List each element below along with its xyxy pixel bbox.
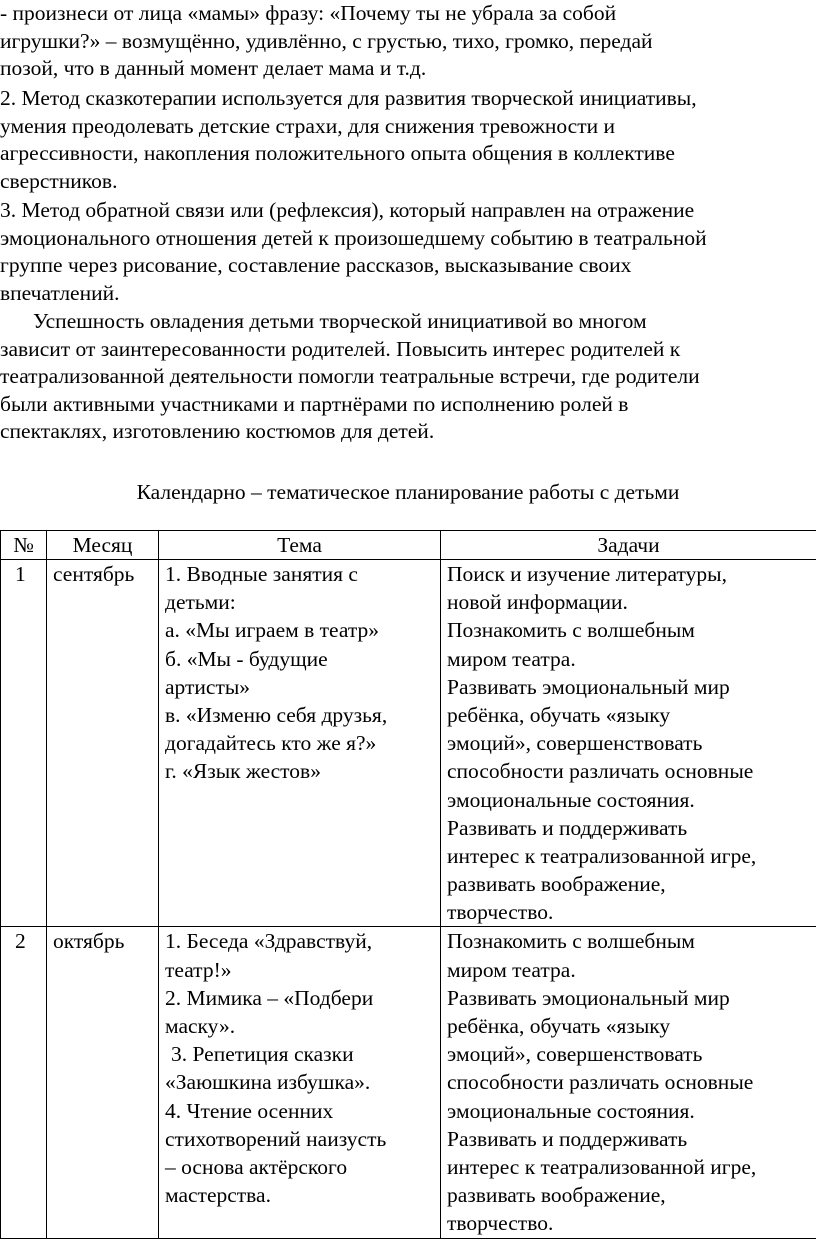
text-line: 3. Метод обратной связи или (рефлексия), который направлен на отражение <box>0 198 695 222</box>
theme-line: детьми: <box>165 590 236 615</box>
text-line: агрессивности, накопления положительного опыта общения в коллективе <box>0 141 675 166</box>
task-line: эмоций», совершенствовать <box>447 731 703 756</box>
theme-line: артисты» <box>165 674 251 699</box>
task-line: творчество. <box>447 1211 554 1236</box>
task-line: эмоций», совершенствовать <box>447 1042 703 1067</box>
row-month: сентябрь <box>47 560 159 927</box>
header-number: № <box>1 531 47 560</box>
row-theme <box>159 560 441 927</box>
text-line: впечатлений. <box>0 280 120 305</box>
task-line: развивать воображение, <box>447 872 666 897</box>
row-theme <box>159 927 441 1238</box>
text-line: театрализованной деятельности помогли театральные встречи, где родители <box>0 364 700 389</box>
theme-line: а. «Мы играем в театр» <box>165 618 379 643</box>
paragraph-feedback-method <box>0 197 812 307</box>
theme-line: театр!» <box>165 957 232 982</box>
task-line: интерес к театрализованной игре, <box>447 1154 757 1179</box>
theme-line: – основа актёрского <box>165 1154 348 1179</box>
task-line: Развивать эмоциональный мир <box>447 674 730 699</box>
task-line: ребёнка, обучать «языку <box>447 702 671 727</box>
text-line: сверстников. <box>0 168 118 193</box>
theme-line: 1. Беседа «Здравствуй, <box>165 929 373 954</box>
paragraph-fairytale-therapy <box>0 85 812 195</box>
task-line: миром театра. <box>447 646 576 671</box>
task-line: Познакомить с волшебным <box>447 618 695 643</box>
task-line: способности различать основные <box>447 1070 754 1095</box>
task-line: Развивать и поддерживать <box>447 1126 688 1151</box>
task-line: творчество. <box>447 900 554 925</box>
theme-line: 3. Репетиция сказки <box>171 1042 354 1067</box>
task-line: Познакомить с волшебным <box>447 929 695 954</box>
theme-line: маску». <box>165 1014 236 1038</box>
table-row <box>1 560 816 927</box>
theme-line: 4. Чтение осенних <box>165 1098 334 1123</box>
theme-line: «Заюшкина избушка». <box>165 1070 371 1095</box>
table-row <box>1 927 816 1238</box>
row-tasks <box>441 927 816 1238</box>
text-line: эмоционального отношения детей к произошедшему событию в театральной <box>0 225 707 250</box>
theme-line: в. «Изменю себя друзья, <box>165 702 388 727</box>
theme-line: г. «Язык жестов» <box>165 759 321 784</box>
row-number: 1 <box>1 560 47 927</box>
paragraph-exercise-example <box>0 0 812 83</box>
text-line: были активными участниками и партнёрами по исполнению ролей в <box>0 391 629 416</box>
text-line: Успешность овладения детьми творческой инициативой во многом <box>33 309 647 333</box>
row-month: октябрь <box>47 927 159 1238</box>
theme-line: мастерства. <box>165 1183 271 1208</box>
table-title: Календарно – тематическое планирование работы с детьми <box>136 480 680 504</box>
task-line: эмоциональные состояния. <box>447 787 695 812</box>
header-tasks: Задачи <box>441 531 816 560</box>
task-line: развивать воображение, <box>447 1183 666 1208</box>
theme-line: 1. Вводные занятия с <box>165 562 358 586</box>
row-tasks <box>441 560 816 927</box>
row-number: 2 <box>1 927 47 1238</box>
text-line: спектаклях, изготовлению костюмов для детей. <box>0 419 435 444</box>
task-line: эмоциональные состояния. <box>447 1098 695 1123</box>
task-line: Поиск и изучение литературы, <box>447 562 727 586</box>
task-line: миром театра. <box>447 957 576 982</box>
theme-line: стихотворений наизусть <box>165 1126 387 1151</box>
task-line: Развивать эмоциональный мир <box>447 985 730 1010</box>
task-line: Развивать и поддерживать <box>447 815 688 840</box>
task-line: интерес к театрализованной игре, <box>447 843 757 868</box>
header-month: Месяц <box>47 531 159 560</box>
theme-line: б. «Мы - будущие <box>165 646 328 671</box>
text-line: зависит от заинтересованности родителей. Повысить интерес родителей к <box>0 336 681 361</box>
text-line: игрушки?» – возмущённо, удивлённо, с грустью, тихо, громко, передай <box>0 28 653 53</box>
table-header-row <box>1 531 816 560</box>
header-theme: Тема <box>159 531 441 560</box>
planning-table <box>0 530 816 1239</box>
theme-line: 2. Мимика – «Подбери <box>165 985 374 1010</box>
text-line: - произнеси от лица «мамы» фразу: «Почему ты не убрала за собой <box>0 1 617 25</box>
text-line: группе через рисование, составление рассказов, высказывание своих <box>0 253 632 278</box>
theme-line: догадайтесь кто же я?» <box>165 731 377 756</box>
text-line: 2. Метод сказкотерапии используется для развития творческой инициативы, <box>0 86 697 110</box>
task-line: способности различать основные <box>447 759 754 784</box>
task-line: ребёнка, обучать «языку <box>447 1014 671 1038</box>
text-line: умения преодолевать детские страхи, для снижения тревожности и <box>0 113 615 138</box>
task-line: новой информации. <box>447 590 628 615</box>
text-line: позой, что в данный момент делает мама и т.д. <box>0 56 427 81</box>
paragraph-parents-interest <box>0 308 812 446</box>
